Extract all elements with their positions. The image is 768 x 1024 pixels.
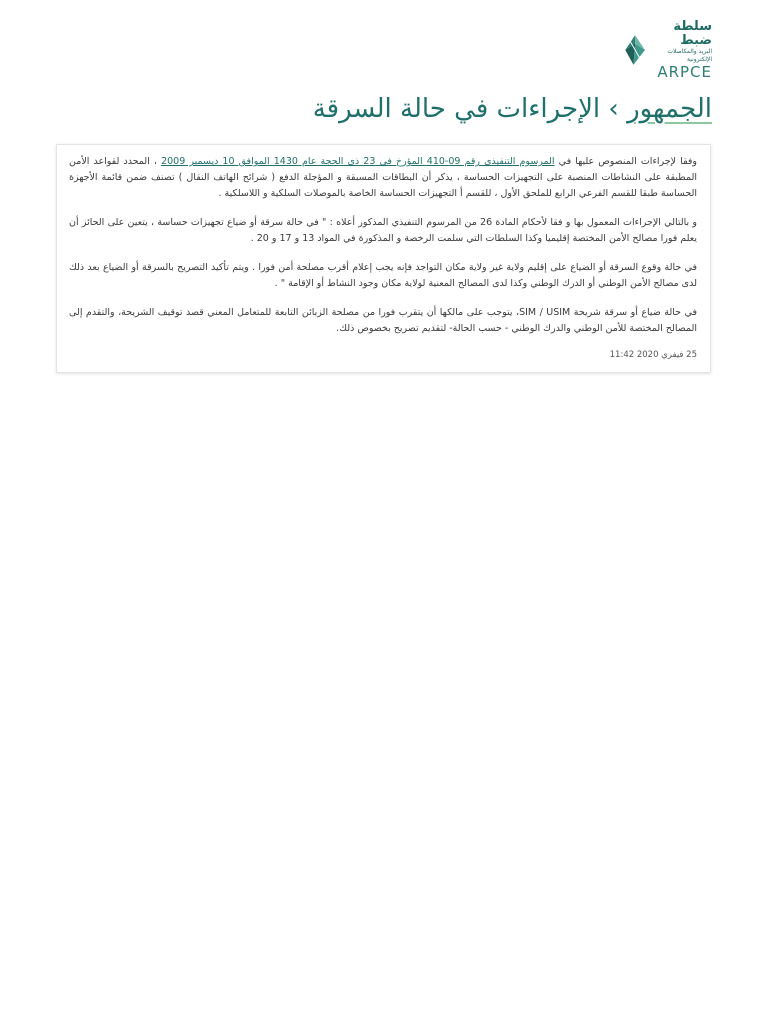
logo-latin-name: ARPCE (657, 63, 712, 81)
site-header (0, 0, 768, 80)
article-paragraph-1 (69, 154, 697, 202)
paragraph-1-rest: ، المحدد لقواعد الأمن المطبقة على النشاطات المنصبة على التجهيزات الحساسة ، يذكر أن البطاقات المسبقة و المؤجلة الدفع ( شرائح الهاتف النقال ) تصنف ضمن قائمة الأجهزة الحساسة طبقا للقسم الفرعي الرابع للملحق الأول ، للقسم أ التجهيزات الحساسة الخاصة بالموصلات السلكية و اللاسلكية . (69, 156, 697, 199)
article-paragraph-2: و بالتالي الإجراءات المعمول بها و فقا لأحكام المادة 26 من المرسوم التنفيذي المذكور أعلاه : " في حالة سرقة أو ضياع تجهيزات حساسة ، يتعين على الحائز أن يعلم فورا مصالح الأمن المختصة إقليميا وكذا السلطات التي سلمت الرخصة و المذكورة في المواد 13 و 17 و 20 . (69, 217, 697, 244)
article-paragraph-4: في حالة ضياع أو سرقة شريحة SIM / USIM، يتوجب على مالكها أن يتقرب فورا من مصلحة الزبائن التابعة للمتعامل المعني قصد توقيف الشريحة، والتقدم إلى المصالح المختصة للأمن الوطني والدرك الوطني - حسب الحالة- لتقديم تصريح بخصوص ذلك. (69, 307, 697, 334)
logo-arabic-name: سلطة ضبط (673, 19, 712, 48)
article-card (56, 144, 711, 373)
breadcrumb-separator: › (608, 94, 619, 124)
paragraph-1-intro: وفقا لإجراءات المنصوص عليها في (554, 156, 697, 167)
article-paragraph-3: في حالة وقوع السرقة أو الضياع على إقليم ولاية غير ولاية مكان التواجد فإنه يجب إعلام أقرب مصلحة أمن فورا . ويتم تأكيد التصريح بالسرقة أو الضياع بعد ذلك لدى مصالح الأمن الوطني أو الدرك الوطني وكذا لدى المصالح المعنية لولاية مكان وجود النشاط أو الإقامة " . (69, 262, 697, 289)
arpce-logo[interactable] (622, 19, 712, 81)
logo-text (651, 20, 712, 80)
logo-emblem-icon (622, 30, 647, 70)
breadcrumb-root-link[interactable]: الجمهور (627, 94, 712, 124)
logo-subtitle: البريد والمكاصلات الإلكترونية (667, 48, 712, 63)
decree-link[interactable]: المرسوم التنفيذي رقم 09-410 المؤرخ في 23 ذي الحجة عام 1430 الموافق 10 ديسمبر 2009 (161, 156, 555, 167)
page-title (313, 94, 712, 124)
page-title-text: الإجراءات في حالة السرقة (312, 94, 601, 124)
publish-date: 25 فيفري 2020 11:42 (609, 350, 697, 360)
